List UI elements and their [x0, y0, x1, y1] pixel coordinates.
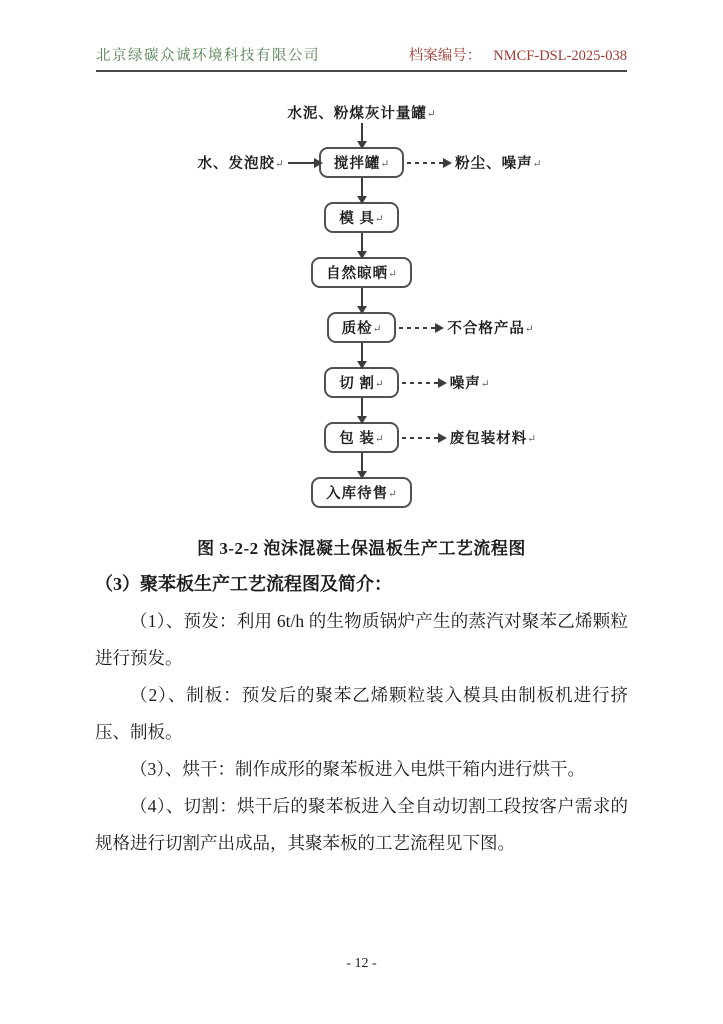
paragraph-mark: ↵	[388, 489, 397, 500]
right-arrow-dashed	[402, 437, 440, 439]
flow-output-label: 不合格产品↵	[447, 321, 534, 337]
paragraph-mark: ↵	[372, 324, 382, 335]
flow-row-quality-check	[0, 312, 723, 343]
down-arrow	[361, 453, 363, 477]
flow-node-box: 搅拌罐↵	[319, 147, 404, 178]
paragraph-mark: ↵	[374, 434, 384, 445]
paragraph-mark: ↵	[527, 434, 537, 445]
down-arrow	[361, 233, 363, 257]
right-arrow-dashed	[402, 382, 440, 384]
archive-label: 档案编号：	[408, 48, 482, 64]
archive-number-field	[409, 44, 627, 65]
section-heading: （3）聚苯板生产工艺流程图及简介：	[95, 574, 392, 594]
paragraph-mark: ↵	[374, 379, 384, 390]
paragraph-2: （2）、制板：预发后的聚苯乙烯颗粒装入模具由制板机进行挤压、制板。	[95, 685, 628, 742]
down-arrow	[361, 123, 363, 147]
down-arrow	[361, 178, 363, 202]
paragraph-3: （3）、烘干：制作成形的聚苯板进入电烘干箱内进行烘干。	[130, 759, 585, 779]
flow-row-mixing-tank	[0, 147, 723, 178]
flow-output-label: 粉尘、噪声↵	[455, 156, 542, 172]
flow-row-warehouse	[0, 477, 723, 508]
flow-row-cutting	[0, 367, 723, 398]
flow-row-packing	[0, 422, 723, 453]
flow-row-source	[0, 102, 723, 123]
flow-node-box: 包 装↵	[324, 422, 398, 453]
down-arrow	[361, 343, 363, 367]
paragraph-mark: ↵	[380, 159, 390, 170]
paragraph-mark: ↵	[374, 214, 384, 225]
flow-row-natural-drying	[0, 257, 723, 288]
right-arrow-dashed	[407, 162, 445, 164]
down-arrow	[361, 398, 363, 422]
flow-node-box: 质检↵	[327, 312, 397, 343]
flow-node-box: 模 具↵	[324, 202, 398, 233]
flow-output-label: 噪声↵	[449, 376, 490, 392]
paragraph-mark: ↵	[532, 159, 542, 170]
paragraph-mark: ↵	[524, 324, 534, 335]
right-arrow-solid	[288, 162, 316, 164]
paragraph-mark: ↵	[388, 269, 397, 280]
flow-node-box: 自然晾晒↵	[311, 257, 412, 288]
right-arrow-dashed	[399, 327, 437, 329]
paragraph-mark: ↵	[275, 159, 284, 170]
flow-source-label: 水泥、粉煤灰计量罐↵	[287, 106, 436, 122]
page-number: - 12 -	[346, 956, 377, 971]
flow-input-label: 水、发泡胶↵	[197, 156, 284, 172]
paragraph-mark: ↵	[426, 109, 436, 120]
paragraph-mark: ↵	[480, 379, 490, 390]
flow-output-label: 废包装材料↵	[449, 431, 537, 447]
flow-row-mould	[0, 202, 723, 233]
process-flowchart	[0, 102, 723, 508]
archive-number: NMCF-DSL-2025-038	[493, 48, 627, 64]
paragraph-1: （1）、预发：利用 6t/h 的生物质锅炉产生的蒸汽对聚苯乙烯颗粒进行预发。	[95, 611, 628, 668]
figure-caption: 图 3-2-2 泡沫混凝土保温板生产工艺流程图	[197, 539, 526, 558]
company-name: 北京绿碳众诚环境科技有限公司	[96, 48, 320, 64]
flow-node-box: 切 割↵	[324, 367, 398, 398]
header-divider	[96, 70, 627, 72]
paragraph-4: （4）、切割：烘干后的聚苯板进入全自动切割工段按客户需求的规格进行切割产出成品，其聚苯板的工艺流程见下图。	[95, 796, 628, 853]
flow-node-box: 入库待售↵	[311, 477, 412, 508]
down-arrow	[361, 288, 363, 312]
body-text	[0, 566, 723, 862]
page-header	[0, 0, 723, 65]
